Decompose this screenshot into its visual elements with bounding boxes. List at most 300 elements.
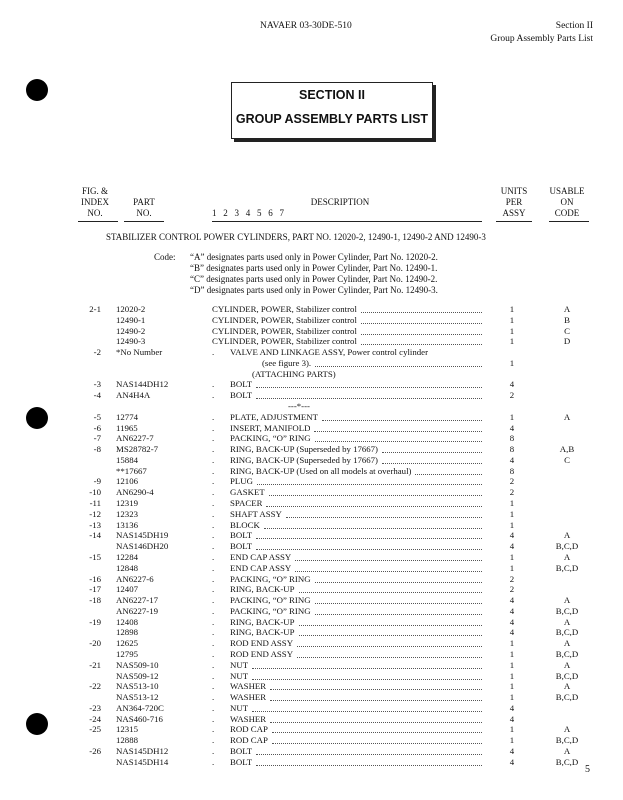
fig-index-cell: -22 [89, 681, 101, 692]
units-per-assy-cell: 1 [509, 411, 515, 422]
description-cell: RING, BACK-UP (Superseded by 17667) [230, 454, 378, 465]
part-number-cell: 12848 [116, 562, 138, 573]
table-row [0, 757, 623, 768]
description-cell: WASHER [230, 692, 267, 703]
description-cell: BOLT [230, 756, 253, 767]
table-row [0, 692, 623, 703]
description-cell: BOLT [230, 745, 253, 756]
usable-code-cell: B [564, 314, 570, 325]
fig-index-cell: -20 [89, 638, 101, 649]
description-cell: CYLINDER, POWER, Stabilizer control [212, 336, 357, 347]
code-line-b: “B” designates parts used only in Power Cylinder, Part No. 12490-1. [190, 263, 438, 273]
units-per-assy-cell: 2 [509, 390, 515, 401]
usable-code-cell: B,C,D [555, 670, 579, 681]
section-title-box [231, 82, 433, 139]
table-row [0, 304, 623, 315]
part-number-cell: 12490-3 [116, 336, 146, 347]
units-per-assy-cell: 8 [509, 444, 515, 455]
table-row [0, 326, 623, 337]
units-per-assy-cell: 1 [509, 648, 515, 659]
dot-leader [297, 646, 482, 647]
table-row [0, 401, 623, 412]
description-cell: RING, BACK-UP (Superseded by 17667) [230, 444, 378, 455]
part-number-cell: AN6227-7 [116, 433, 154, 444]
part-number-cell: 12020-2 [116, 304, 146, 314]
description-cell: ROD END ASSY [230, 648, 294, 659]
indent-dot: . [212, 627, 215, 638]
table-row [0, 541, 623, 552]
table-row [0, 746, 623, 757]
part-number-cell: 12315 [116, 724, 138, 735]
part-number-cell: 12490-2 [116, 325, 146, 336]
table-row [0, 423, 623, 434]
description-cell: CYLINDER, POWER, Stabilizer control [212, 314, 357, 325]
code-label: Code: [154, 252, 176, 262]
description-cell: GASKET [230, 487, 265, 498]
dot-leader [314, 431, 482, 432]
usable-code-cell: B,C,D [555, 562, 579, 573]
indent-dot: . [212, 562, 215, 573]
part-number-cell: MS28782-7 [116, 444, 159, 455]
part-number-cell: 15884 [116, 454, 138, 465]
units-per-assy-cell: 1 [509, 659, 515, 670]
table-row [0, 487, 623, 498]
fig-index-cell: -10 [89, 487, 101, 498]
col-fig-line2: INDEX [81, 197, 109, 207]
description-cell: RING, BACK-UP [230, 616, 295, 627]
dot-leader [272, 732, 482, 733]
units-per-assy-cell: 1 [509, 314, 515, 325]
dot-leader [264, 528, 482, 529]
description-cell: BOLT [230, 379, 253, 390]
fig-index-cell: -8 [93, 444, 101, 455]
dot-leader [382, 463, 482, 464]
indent-dot: . [212, 702, 215, 713]
units-per-assy-cell: 4 [509, 595, 515, 606]
part-number-cell: **17667 [116, 465, 147, 476]
table-row [0, 412, 623, 423]
indent-dot: . [212, 713, 215, 724]
section-label: Section II [555, 21, 593, 31]
part-number-cell: 12323 [116, 508, 138, 519]
description-cell: NUT [230, 702, 249, 713]
table-row [0, 379, 623, 390]
description-cell: RING, BACK-UP (Used on all models at overhaul) [230, 465, 412, 476]
units-per-assy-cell: 8 [509, 433, 515, 444]
indent-dot: . [212, 444, 215, 455]
description-cell: ROD CAP [230, 724, 268, 735]
fig-index-cell: -15 [89, 551, 101, 562]
col-units-line2: PER [505, 197, 523, 207]
dot-leader [361, 323, 482, 324]
part-number-cell: NAS145DH12 [116, 745, 169, 756]
table-row [0, 455, 623, 466]
part-number-cell: NAS509-12 [116, 670, 159, 681]
description-cell: WASHER [230, 713, 267, 724]
dot-leader [286, 517, 482, 518]
description-cell: (ATTACHING PARTS) [252, 368, 336, 379]
description-cell: BOLT [230, 530, 253, 541]
fig-index-cell: -24 [89, 713, 101, 724]
description-cell: INSERT, MANIFOLD [230, 422, 311, 433]
usable-code-cell: A [563, 745, 571, 756]
indent-dot: . [212, 390, 215, 401]
indent-dot: . [212, 433, 215, 444]
header-rule-desc [212, 221, 482, 222]
header-rule-part [124, 221, 164, 222]
description-cell: CYLINDER, POWER, Stabilizer control [212, 304, 357, 314]
description-cell: PLATE, ADJUSTMENT [230, 411, 318, 422]
units-per-assy-cell: 4 [509, 454, 515, 465]
table-row [0, 627, 623, 638]
table-row [0, 638, 623, 649]
part-number-cell: 12795 [116, 648, 138, 659]
dot-leader [295, 560, 482, 561]
indent-dot: . [212, 584, 215, 595]
fig-index-cell: -16 [89, 573, 101, 584]
units-per-assy-cell: 8 [509, 465, 515, 476]
dot-leader [270, 689, 482, 690]
indent-dot: . [212, 551, 215, 562]
section-subtitle: Group Assembly Parts List [490, 34, 593, 44]
indent-dot: . [212, 724, 215, 735]
description-cell: SPACER [230, 498, 263, 509]
usable-code-cell: A [563, 659, 571, 670]
dot-leader [269, 495, 482, 496]
table-row [0, 466, 623, 477]
indent-dot: . [212, 347, 215, 358]
dot-leader [299, 625, 482, 626]
description-cell: BOLT [230, 390, 253, 401]
description-cell: PACKING, “O” RING [230, 573, 311, 584]
units-per-assy-cell: 1 [509, 551, 515, 562]
indent-dot: . [212, 692, 215, 703]
part-number-cell: 12774 [116, 411, 138, 422]
assembly-title: STABILIZER CONTROL POWER CYLINDERS, PART NO. 12020-2, 12490-1, 12490-2 AND 12490-3 [106, 232, 486, 242]
units-per-assy-cell: 1 [509, 692, 515, 703]
table-row [0, 444, 623, 455]
indent-dot: . [212, 530, 215, 541]
part-number-cell: NAS145DH14 [116, 756, 169, 767]
col-usable-line3: CODE [554, 208, 580, 218]
description-cell: BOLT [230, 541, 253, 552]
col-part-line1: PART [133, 197, 155, 207]
dot-leader [315, 603, 482, 604]
indent-dot: . [212, 638, 215, 649]
indent-dot: . [212, 379, 215, 390]
description-cell: NUT [230, 670, 249, 681]
description-cell: VALVE AND LINKAGE ASSY, Power control cylinder [230, 347, 429, 358]
fig-index-cell: 2-1 [89, 304, 101, 314]
indent-dot: . [212, 735, 215, 746]
indent-dot: . [212, 756, 215, 767]
dot-leader [270, 700, 482, 701]
col-units-line1: UNITS [500, 186, 528, 196]
description-cell: PLUG [230, 476, 253, 487]
dot-leader [295, 571, 482, 572]
table-row [0, 358, 623, 369]
table-row [0, 563, 623, 574]
description-cell: RING, BACK-UP [230, 627, 295, 638]
units-per-assy-cell: 4 [509, 756, 515, 767]
usable-code-cell: A [563, 638, 571, 649]
header-rule-code [549, 221, 589, 222]
part-number-cell: AN6227-17 [116, 595, 159, 606]
part-number-cell: NAS460-716 [116, 713, 163, 724]
description-cell: ROD CAP [230, 735, 268, 746]
table-row [0, 606, 623, 617]
usable-code-cell: A [563, 595, 571, 606]
dot-leader [361, 312, 482, 313]
col-indent-numbers: 1 2 3 4 5 6 7 [212, 208, 284, 218]
part-number-cell: *No Number [116, 347, 163, 358]
code-line-d: “D” designates parts used only in Power Cylinder, Part No. 12490-3. [190, 285, 438, 295]
description-cell: WASHER [230, 681, 267, 692]
part-number-cell: 12408 [116, 616, 138, 627]
usable-code-cell: C [564, 325, 570, 336]
part-number-cell: 12898 [116, 627, 138, 638]
part-number-cell: 12319 [116, 498, 138, 509]
table-row [0, 552, 623, 563]
indent-dot: . [212, 541, 215, 552]
col-units-per-assy [494, 186, 534, 219]
fig-index-cell: -14 [89, 530, 101, 541]
units-per-assy-cell: 1 [509, 724, 515, 735]
part-number-cell: AN364-720C [116, 702, 164, 713]
indent-dot: . [212, 498, 215, 509]
units-per-assy-cell: 4 [509, 422, 515, 433]
dot-leader [256, 387, 482, 388]
col-fig-line3: NO. [87, 208, 103, 218]
indent-dot: . [212, 411, 215, 422]
table-row [0, 336, 623, 347]
usable-code-cell: A [563, 616, 571, 627]
indent-dot: . [212, 595, 215, 606]
usable-code-cell: A [563, 724, 571, 735]
part-number-cell: 13136 [116, 519, 138, 530]
col-description: DESCRIPTION [310, 197, 370, 207]
units-per-assy-cell: 4 [509, 616, 515, 627]
description-cell: SHAFT ASSY [230, 508, 282, 519]
fig-index-cell: -7 [93, 433, 101, 444]
units-per-assy-cell: 1 [509, 336, 515, 347]
table-row [0, 671, 623, 682]
indent-dot: . [212, 508, 215, 519]
part-number-cell: 11965 [116, 422, 138, 433]
binder-hole-top [26, 79, 48, 101]
dot-leader [315, 441, 482, 442]
description-cell: BLOCK [230, 519, 260, 530]
units-per-assy-cell: 1 [509, 562, 515, 573]
code-line-a: “A” designates parts used only in Power Cylinder, Part No. 12020-2. [190, 252, 438, 262]
code-line-c: “C” designates parts used only in Power Cylinder, Part No. 12490-2. [190, 274, 438, 284]
fig-index-cell: -2 [93, 347, 101, 358]
units-per-assy-cell: 4 [509, 713, 515, 724]
col-usable-on-code [543, 186, 591, 219]
part-number-cell: NAS145DH19 [116, 530, 169, 541]
fig-index-cell: -13 [89, 519, 101, 530]
part-number-cell: 12407 [116, 584, 138, 595]
dot-leader [257, 484, 482, 485]
indent-dot: . [212, 519, 215, 530]
table-row [0, 530, 623, 541]
table-row [0, 681, 623, 692]
col-units-line3: ASSY [502, 208, 526, 218]
dot-leader [361, 344, 482, 345]
part-number-cell: AN6227-6 [116, 573, 154, 584]
units-per-assy-cell: 1 [509, 508, 515, 519]
table-row [0, 498, 623, 509]
usable-code-cell: C [564, 454, 570, 465]
fig-index-cell: -19 [89, 616, 101, 627]
dot-leader [270, 722, 482, 723]
indent-dot: . [212, 745, 215, 756]
dot-leader [299, 635, 482, 636]
description-cell: PACKING, “O” RING [230, 433, 311, 444]
units-per-assy-cell: 4 [509, 605, 515, 616]
dot-leader [256, 754, 482, 755]
indent-dot: . [212, 659, 215, 670]
col-part-no [124, 197, 164, 219]
fig-index-cell: -23 [89, 702, 101, 713]
units-per-assy-cell: 4 [509, 745, 515, 756]
part-number-cell: 12625 [116, 638, 138, 649]
usable-code-cell: A [563, 411, 571, 422]
units-per-assy-cell: 1 [509, 519, 515, 530]
units-per-assy-cell: 2 [509, 573, 515, 584]
units-per-assy-cell: 1 [509, 357, 515, 368]
dot-leader [297, 657, 482, 658]
dot-leader [415, 474, 482, 475]
fig-index-cell: -3 [93, 379, 101, 390]
fig-index-cell: -17 [89, 584, 101, 595]
units-per-assy-cell: 4 [509, 530, 515, 541]
fig-index-cell: -25 [89, 724, 101, 735]
page-number: 5 [585, 764, 590, 775]
part-number-cell: AN6227-19 [116, 605, 159, 616]
header-rule-left [78, 221, 118, 222]
col-fig-line1: FIG. & [81, 186, 108, 196]
fig-index-cell: -11 [89, 498, 101, 509]
indent-dot: . [212, 605, 215, 616]
units-per-assy-cell: 1 [509, 325, 515, 336]
table-row [0, 390, 623, 401]
table-row [0, 520, 623, 531]
description-cell: CYLINDER, POWER, Stabilizer control [212, 325, 357, 336]
fig-index-cell: -21 [89, 659, 101, 670]
units-per-assy-cell: 1 [509, 304, 515, 314]
fig-index-cell: -18 [89, 595, 101, 606]
dot-leader [315, 614, 482, 615]
dot-leader [266, 506, 482, 507]
indent-dot: . [212, 648, 215, 659]
table-row [0, 315, 623, 326]
description-cell: END CAP ASSY [230, 562, 292, 573]
description-cell: RING, BACK-UP [230, 584, 295, 595]
description-cell: END CAP ASSY [230, 551, 292, 562]
table-row [0, 369, 623, 380]
table-row [0, 703, 623, 714]
dot-leader [252, 668, 482, 669]
part-number-cell: NAS513-10 [116, 681, 159, 692]
units-per-assy-cell: 1 [509, 498, 515, 509]
description-cell: PACKING, “O” RING [230, 595, 311, 606]
table-row [0, 649, 623, 660]
section-title-sub: GROUP ASSEMBLY PARTS LIST [235, 112, 429, 126]
units-per-assy-cell: 2 [509, 584, 515, 595]
dot-leader [299, 592, 482, 593]
dot-leader [361, 334, 482, 335]
part-number-cell: 12106 [116, 476, 138, 487]
dot-leader [256, 538, 482, 539]
col-usable-line1: USABLE [549, 186, 585, 196]
part-number-cell: 12888 [116, 735, 138, 746]
table-row [0, 347, 623, 358]
table-row [0, 735, 623, 746]
table-row [0, 617, 623, 628]
usable-code-cell: B,C,D [555, 756, 579, 767]
table-row [0, 509, 623, 520]
fig-index-cell: -12 [89, 508, 101, 519]
dot-leader [252, 711, 482, 712]
table-row [0, 714, 623, 725]
part-number-cell: AN4H4A [116, 390, 151, 401]
units-per-assy-cell: 4 [509, 541, 515, 552]
units-per-assy-cell: 1 [509, 670, 515, 681]
units-per-assy-cell: 2 [509, 476, 515, 487]
description-cell: PACKING, “O” RING [230, 605, 311, 616]
dot-leader [315, 366, 482, 367]
description-cell: ROD END ASSY [230, 638, 294, 649]
usable-code-cell: A [563, 530, 571, 541]
usable-code-cell: A [563, 304, 571, 314]
usable-code-cell: D [563, 336, 571, 347]
dot-leader [322, 420, 482, 421]
indent-dot: . [212, 476, 215, 487]
table-row [0, 660, 623, 671]
table-row [0, 724, 623, 735]
fig-index-cell: -6 [93, 422, 101, 433]
col-usable-line2: ON [560, 197, 574, 207]
dot-leader [315, 582, 482, 583]
indent-dot: . [212, 422, 215, 433]
table-row [0, 433, 623, 444]
usable-code-cell: B,C,D [555, 735, 579, 746]
part-number-cell: NAS144DH12 [116, 379, 169, 390]
indent-dot: . [212, 487, 215, 498]
units-per-assy-cell: 1 [509, 735, 515, 746]
dot-leader [256, 765, 482, 766]
usable-code-cell: B,C,D [555, 648, 579, 659]
usable-code-cell: A [563, 551, 571, 562]
dot-leader [256, 549, 482, 550]
part-number-cell: NAS509-10 [116, 659, 159, 670]
fig-index-cell: -4 [93, 390, 101, 401]
units-per-assy-cell: 4 [509, 702, 515, 713]
table-row [0, 574, 623, 585]
dot-leader [252, 679, 482, 680]
section-title: SECTION II [299, 88, 365, 102]
units-per-assy-cell: 4 [509, 627, 515, 638]
part-number-cell: NAS146DH20 [116, 541, 169, 552]
col-part-line2: NO. [136, 208, 152, 218]
units-per-assy-cell: 2 [509, 487, 515, 498]
part-number-cell: AN6290-4 [116, 487, 154, 498]
fig-index-cell: -26 [89, 745, 101, 756]
dot-leader [272, 743, 482, 744]
doc-number: NAVAER 03-30DE-510 [260, 21, 352, 31]
part-number-cell: NAS513-12 [116, 692, 159, 703]
